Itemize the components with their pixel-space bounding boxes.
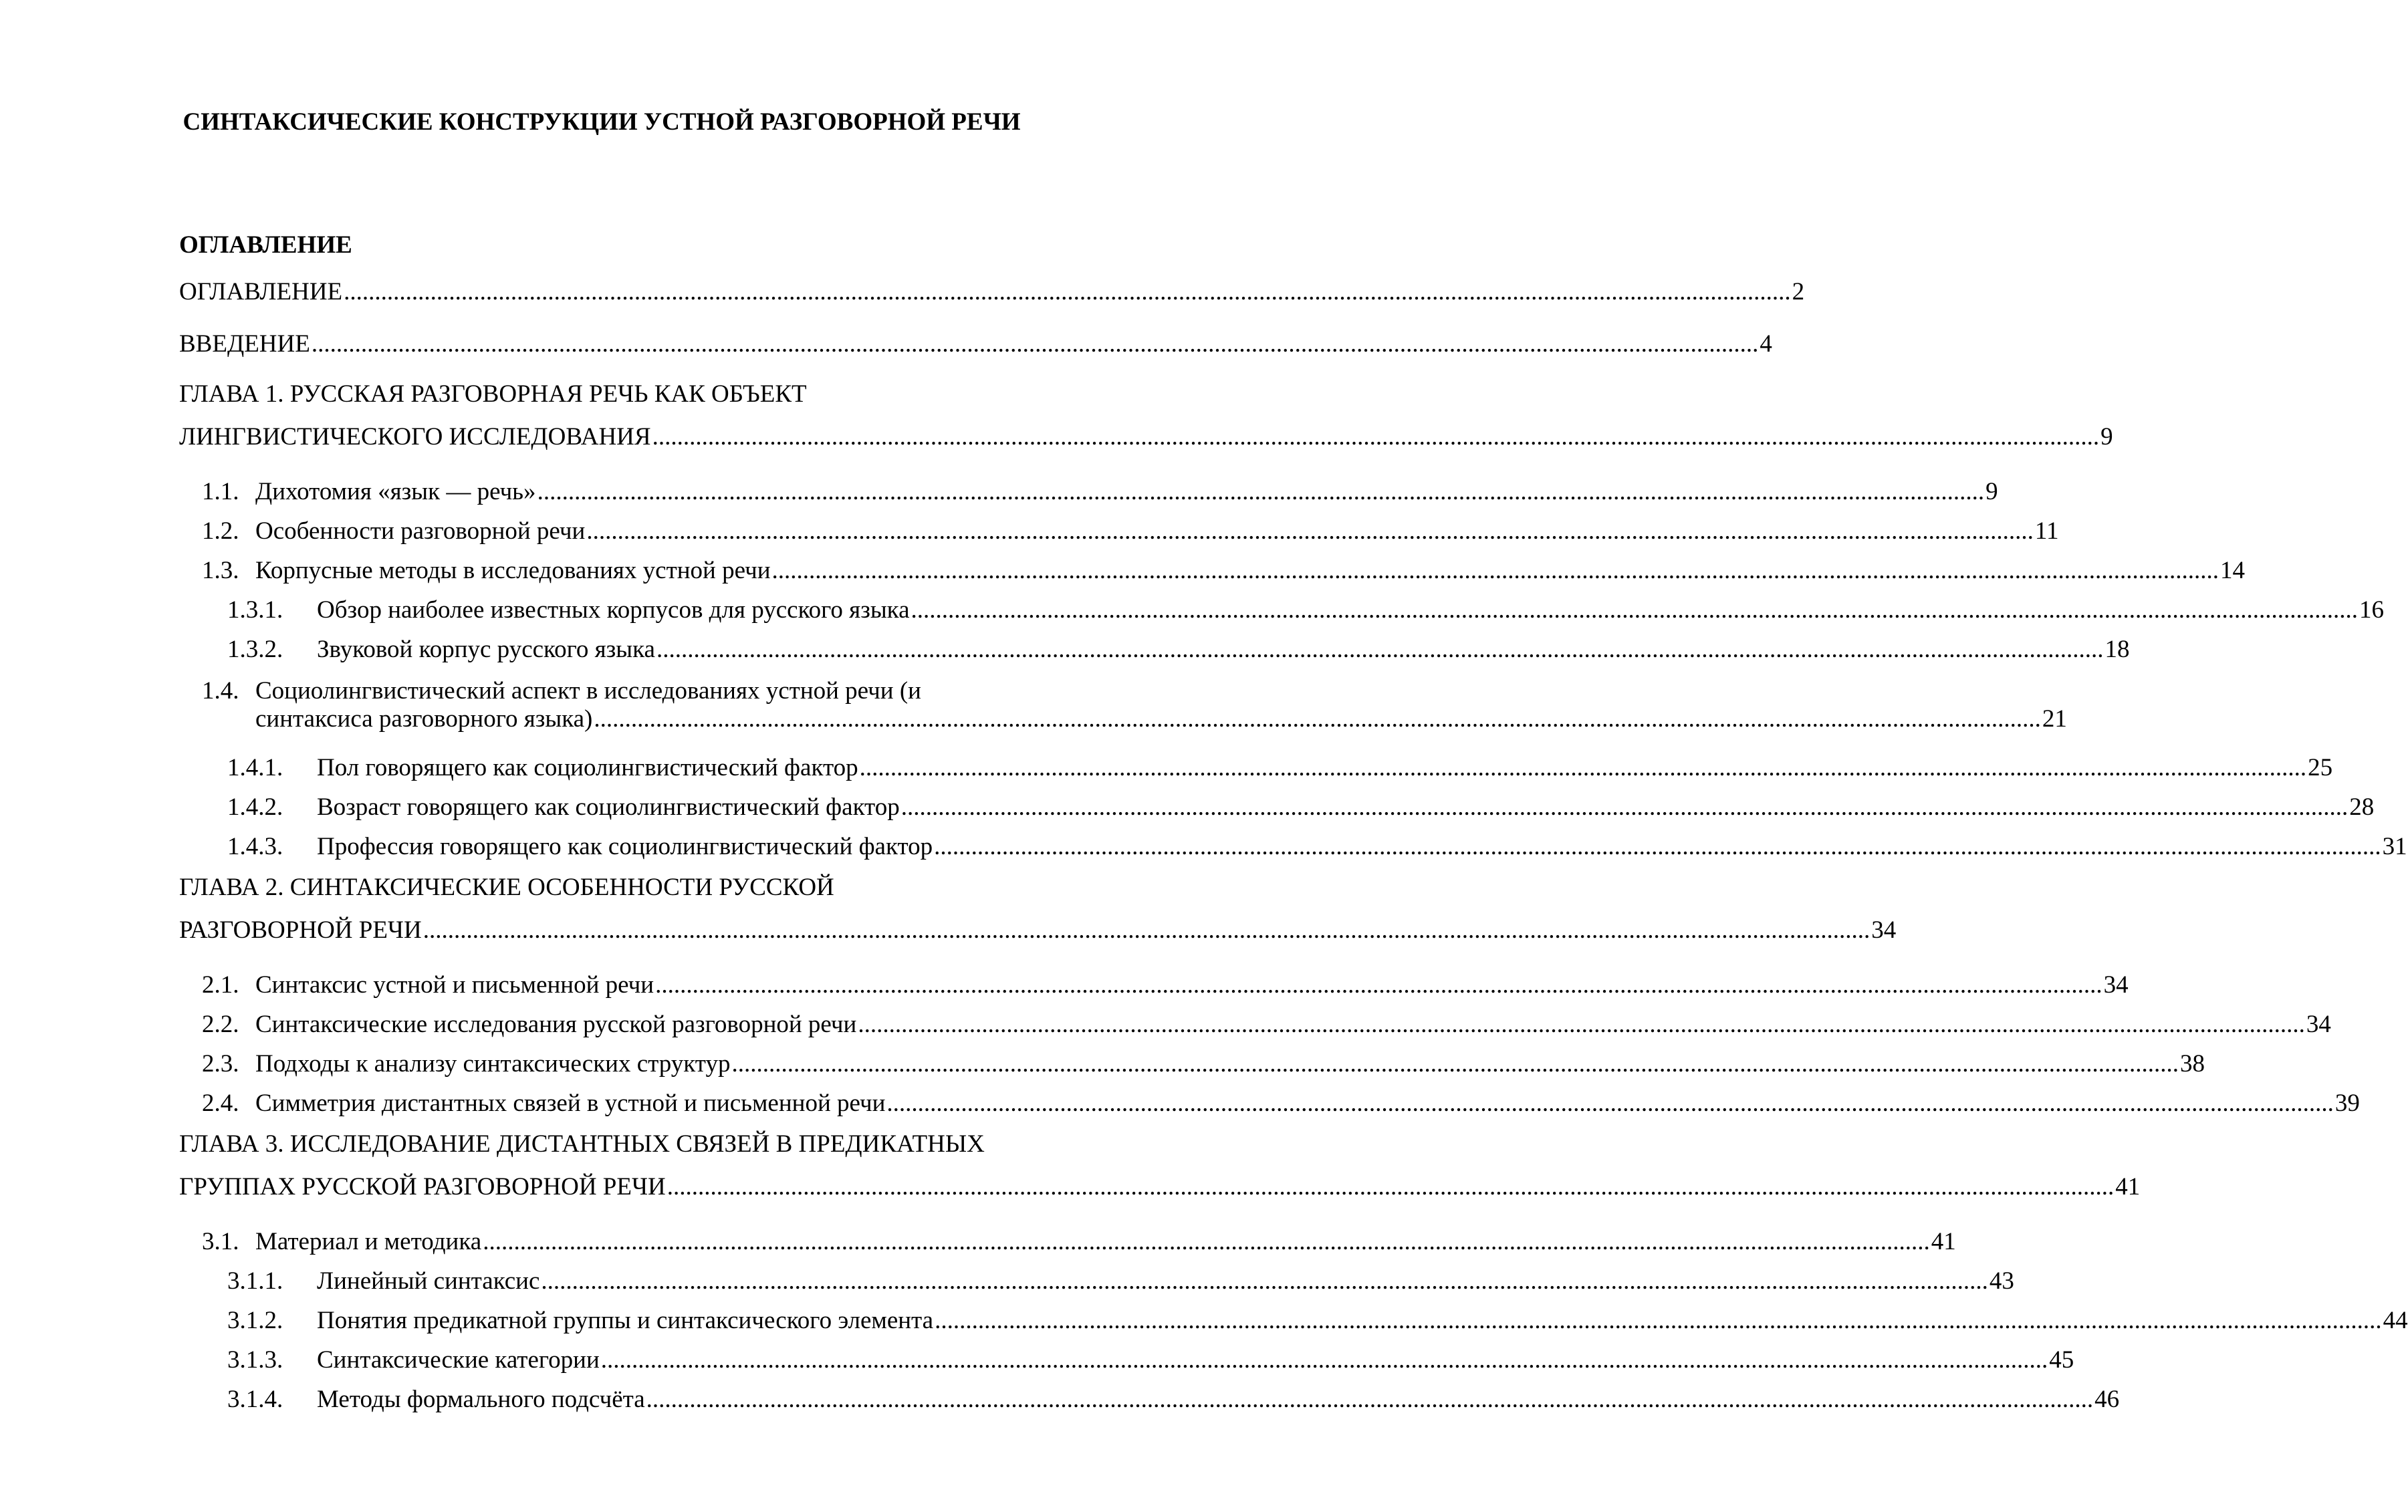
toc-dot-leader: .......................................................................................................................................................................................................................................... [771, 557, 2219, 584]
toc-dot-leader: .......................................................................................................................................................................................................................................... [731, 1050, 2179, 1078]
toc-entry-number: 3.1.1. [227, 1267, 283, 1295]
toc-entry-title: Подходы к анализу синтаксических структур [255, 1050, 731, 1078]
toc-entry-number: 1.3.1. [227, 596, 283, 624]
toc-entry-title: Звуковой корпус русского языка [317, 636, 655, 663]
toc-entry-title: Симметрия дистантных связей в устной и письменной речи [255, 1090, 886, 1117]
toc-dot-leader: .......................................................................................................................................................................................................................................... [934, 833, 2381, 860]
toc-entry-title: Методы формального подсчёта [317, 1386, 645, 1413]
toc-dot-leader: .......................................................................................................................................................................................................................................... [537, 478, 1985, 505]
toc-entry-title: ЛИНГВИСТИЧЕСКОГО ИССЛЕДОВАНИЯ [179, 423, 651, 451]
toc-entry-number: 1.4. [202, 677, 239, 705]
toc-dot-leader: .......................................................................................................................................................................................................................................... [344, 278, 1791, 305]
toc-dot-leader: .......................................................................................................................................................................................................................................... [646, 1386, 2094, 1413]
toc-page-number: 2 [1792, 278, 1805, 305]
toc-entry-number: 1.3.2. [227, 636, 283, 663]
toc-entry-title-line: ГЛАВА 1. РУССКАЯ РАЗГОВОРНАЯ РЕЧЬ КАК ОБЪЕКТ [179, 380, 807, 408]
toc-page-number: 11 [2034, 517, 2059, 545]
toc-entry-title-line: Социолингвистический аспект в исследованиях устной речи (и [255, 677, 921, 705]
toc-entry-title-line: ГЛАВА 2. СИНТАКСИЧЕСКИЕ ОСОБЕННОСТИ РУССКОЙ [179, 874, 834, 901]
toc-entry-title: синтаксиса разговорного языка) [255, 705, 593, 733]
toc-entry-number: 3.1.3. [227, 1346, 283, 1374]
toc-page-number: 34 [2306, 1011, 2331, 1038]
toc-entry-title: Возраст говорящего как социолингвистический фактор [317, 793, 900, 821]
toc-entry-title: ГРУППАХ РУССКОЙ РАЗГОВОРНОЙ РЕЧИ [179, 1173, 666, 1201]
toc-page-number: 4 [1760, 330, 1772, 358]
toc-dot-leader: .......................................................................................................................................................................................................................................... [586, 517, 2034, 545]
toc-entry-title: Синтаксис устной и письменной речи [255, 971, 654, 999]
toc-entry-number: 3.1. [202, 1228, 239, 1255]
toc-page-number: 44 [2383, 1307, 2408, 1334]
toc-entry-title: Дихотомия «язык — речь» [255, 478, 536, 505]
toc-entry-number: 2.4. [202, 1090, 239, 1117]
toc-entry-title: ВВЕДЕНИЕ [179, 330, 310, 358]
toc-entry-number: 2.2. [202, 1011, 239, 1038]
toc-page-number: 9 [2100, 423, 2113, 451]
toc-entry-title: Линейный синтаксис [317, 1267, 540, 1295]
toc-page-number: 18 [2104, 636, 2130, 663]
toc-page-number: 45 [2049, 1346, 2074, 1374]
toc-dot-leader: .......................................................................................................................................................................................................................................... [541, 1267, 1988, 1295]
toc-entry-title: Понятия предикатной группы и синтаксического элемента [317, 1307, 934, 1334]
toc-entry-number: 1.1. [202, 478, 239, 505]
toc-page-number: 34 [2103, 971, 2129, 999]
toc-dot-leader: .......................................................................................................................................................................................................................................... [483, 1228, 1930, 1255]
toc-page-number: 31 [2382, 833, 2407, 860]
toc-dot-leader: .......................................................................................................................................................................................................................................... [886, 1090, 2334, 1117]
toc-page-number: 41 [1931, 1228, 1956, 1255]
toc-entry-title-line: ГЛАВА 3. ИССЛЕДОВАНИЕ ДИСТАНТНЫХ СВЯЗЕЙ В ПРЕДИКАТНЫХ [179, 1130, 985, 1158]
toc-entry-number: 3.1.4. [227, 1386, 283, 1413]
toc-dot-leader: .......................................................................................................................................................................................................................................... [311, 330, 1759, 358]
toc-dot-leader: .......................................................................................................................................................................................................................................... [911, 596, 2359, 624]
toc-dot-leader: .......................................................................................................................................................................................................................................... [594, 705, 2041, 733]
toc-dot-leader: .......................................................................................................................................................................................................................................... [859, 754, 2307, 781]
toc-entry-number: 2.3. [202, 1050, 239, 1078]
toc-entry-title: Пол говорящего как социолингвистический фактор [317, 754, 858, 781]
toc-page-number: 39 [2334, 1090, 2360, 1117]
toc-page-number: 16 [2359, 596, 2385, 624]
toc-page-number: 9 [1985, 478, 1998, 505]
toc-page-number: 46 [2094, 1386, 2120, 1413]
toc-page-number: 34 [1871, 916, 1897, 944]
toc-dot-leader: .......................................................................................................................................................................................................................................... [600, 1346, 2048, 1374]
toc-entry-number: 2.1. [202, 971, 239, 999]
toc-dot-leader: .......................................................................................................................................................................................................................................... [652, 423, 2100, 451]
toc-entry-number: 1.2. [202, 517, 239, 545]
toc-entry-title: Профессия говорящего как социолингвистический фактор [317, 833, 933, 860]
toc-page-number: 28 [2349, 793, 2375, 821]
toc-entry-title: Материал и методика [255, 1228, 482, 1255]
toc-entry-title: ОГЛАВЛЕНИЕ [179, 278, 343, 305]
toc-page-number: 38 [2179, 1050, 2205, 1078]
toc-entry-number: 1.3. [202, 557, 239, 584]
toc-entry-number: 1.4.3. [227, 833, 283, 860]
toc-entry-title: РАЗГОВОРНОЙ РЕЧИ [179, 916, 422, 944]
toc-entry-title: Корпусные методы в исследованиях устной речи [255, 557, 771, 584]
toc-entry-number: 3.1.2. [227, 1307, 283, 1334]
toc-entry-title: Особенности разговорной речи [255, 517, 586, 545]
toc-entry-number: 1.4.2. [227, 793, 283, 821]
toc-entry-number: 1.4.1. [227, 754, 283, 781]
toc-entry-title: Синтаксические исследования русской разговорной речи [255, 1011, 857, 1038]
toc-page-number: 41 [2115, 1173, 2141, 1201]
toc-page-number: 14 [2220, 557, 2245, 584]
toc-heading: ОГЛАВЛЕНИЕ [179, 231, 352, 259]
toc-entry-title: Синтаксические категории [317, 1346, 600, 1374]
toc-dot-leader: .......................................................................................................................................................................................................................................... [900, 793, 2349, 821]
toc-dot-leader: .......................................................................................................................................................................................................................................... [667, 1173, 2115, 1201]
document-title: СИНТАКСИЧЕСКИЕ КОНСТРУКЦИИ УСТНОЙ РАЗГОВОРНОЙ РЕЧИ [183, 108, 1021, 136]
toc-dot-leader: .......................................................................................................................................................................................................................................... [858, 1011, 2305, 1038]
toc-dot-leader: .......................................................................................................................................................................................................................................... [656, 636, 2104, 663]
toc-page-number: 43 [1989, 1267, 2014, 1295]
toc-entry-title: Обзор наиболее известных корпусов для русского языка [317, 596, 910, 624]
toc-dot-leader: .......................................................................................................................................................................................................................................... [655, 971, 2102, 999]
toc-dot-leader: .......................................................................................................................................................................................................................................... [423, 916, 1871, 944]
toc-page-number: 25 [2308, 754, 2333, 781]
toc-dot-leader: .......................................................................................................................................................................................................................................... [935, 1307, 2382, 1334]
toc-page-number: 21 [2042, 705, 2067, 733]
